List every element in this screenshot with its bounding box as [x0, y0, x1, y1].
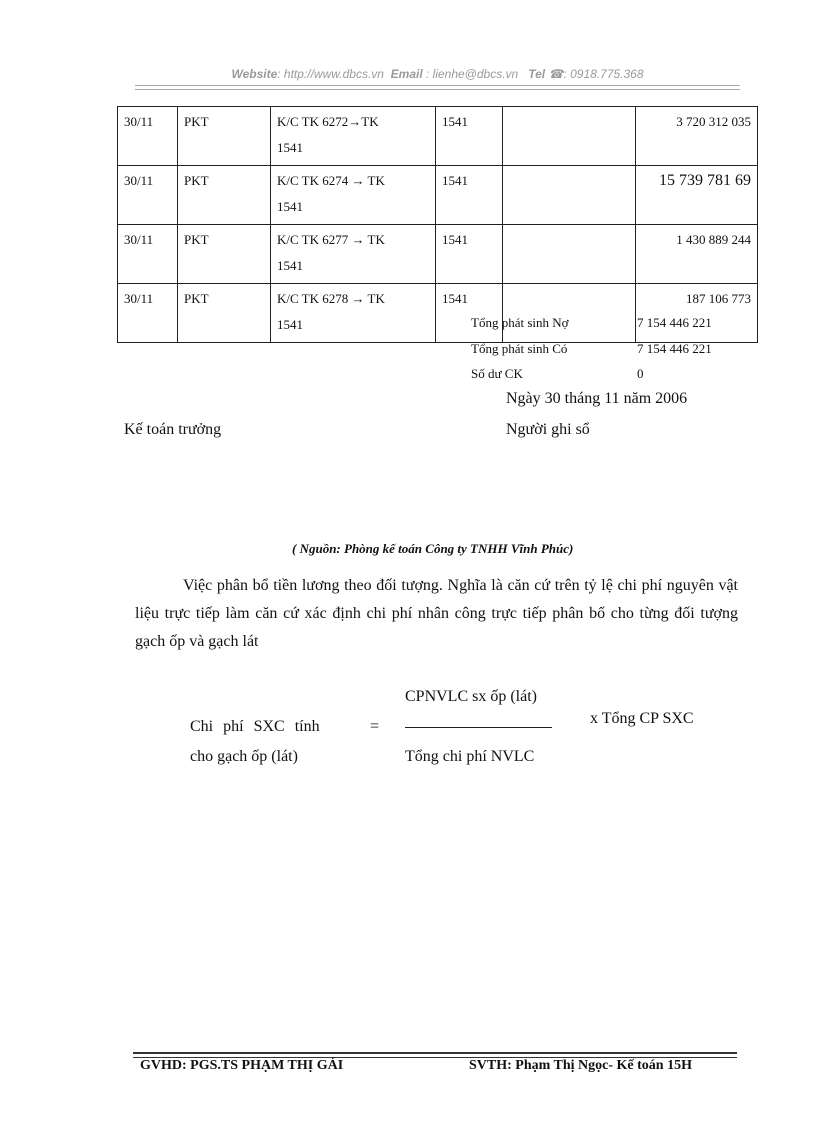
description-line: K/C TK 6278 → TK: [277, 291, 385, 306]
formula-equals: =: [370, 718, 380, 735]
formula-multiplier: x Tổng CP SXC: [590, 710, 694, 727]
doc-cell: PKT: [178, 107, 271, 166]
doc-cell: PKT: [178, 225, 271, 284]
website-label: Website: [231, 67, 278, 81]
ending-balance-value: 0: [637, 366, 644, 381]
email-label: Email: [390, 67, 423, 81]
footer-advisor: GVHD: PGS.TS PHẠM THỊ GÁI: [140, 1058, 344, 1073]
blank-cell: [503, 166, 636, 225]
table-row: [118, 166, 758, 225]
total-debit-label: Tổng phát sinh Nợ: [471, 315, 569, 330]
tel-value: : 0918.775.368: [563, 67, 644, 81]
table-row: [118, 284, 758, 343]
amount-cell: 1 430 889 244: [636, 225, 758, 284]
header-divider: [135, 85, 740, 90]
tel-label: Tel: [528, 67, 546, 81]
amount-cell: 15 739 781 69: [636, 166, 758, 225]
ledger-table: [117, 106, 758, 343]
description-line: K/C TK 6272→TK: [277, 114, 379, 129]
description-line: 1541: [277, 140, 303, 155]
total-debit-value: 7 154 446 221: [637, 315, 712, 330]
ending-balance-label: Số dư CK: [471, 366, 523, 381]
footer-student: SVTH: Phạm Thị Ngọc- Kế toán 15H: [469, 1058, 692, 1073]
date-cell: 30/11: [118, 107, 178, 166]
account-cell: 1541: [436, 284, 503, 343]
description-line: K/C TK 6274 → TK: [277, 173, 385, 188]
doc-cell: PKT: [178, 166, 271, 225]
total-credit-label: Tổng phát sinh Có: [471, 341, 568, 356]
source-note: ( Nguồn: Phòng kế toán Công ty TNHH Vĩnh Phúc): [292, 541, 574, 556]
formula-numerator: CPNVLC sx ốp (lát): [405, 688, 537, 705]
doc-cell: PKT: [178, 284, 271, 343]
website-value: : http://www.dbcs.vn: [277, 67, 384, 81]
chief-accountant-label: Kế toán trưởng: [124, 421, 222, 438]
blank-cell: [503, 225, 636, 284]
formula-lhs-line1: Chi phí SXC tính: [190, 718, 320, 735]
date-cell: 30/11: [118, 284, 178, 343]
body-paragraph: Việc phân bổ tiền lương theo đối tượng. Nghĩa là căn cứ trên tỷ lệ chi phí nguyên vật liệu trực tiếp làm căn cứ xác định chi phí nhân công trực tiếp phân bổ cho từng đối tượng gạch ốp và gạch lát: [135, 577, 738, 650]
fraction-bar: [405, 727, 552, 728]
description-cell: [271, 107, 436, 166]
date-cell: 30/11: [118, 166, 178, 225]
amount-cell: 3 720 312 035: [636, 107, 758, 166]
formula-denominator: Tổng chi phí NVLC: [405, 748, 535, 765]
description-line: 1541: [277, 199, 303, 214]
account-cell: 1541: [436, 166, 503, 225]
blank-cell: [503, 284, 636, 343]
recorder-label: Người ghi sổ: [506, 421, 590, 438]
page-header: [135, 66, 740, 82]
blank-cell: [503, 107, 636, 166]
amount-cell: 187 106 773: [636, 284, 758, 343]
phone-icon: ☎: [548, 67, 564, 81]
signature-date: Ngày 30 tháng 11 năm 2006: [506, 390, 688, 407]
date-cell: 30/11: [118, 225, 178, 284]
account-cell: 1541: [436, 107, 503, 166]
formula-lhs-line2: cho gạch ốp (lát): [190, 748, 298, 765]
description-cell: [271, 225, 436, 284]
description-line: 1541: [277, 317, 303, 332]
email-value: : lienhe@dbcs.vn: [422, 67, 519, 81]
account-cell: 1541: [436, 225, 503, 284]
table-row: [118, 225, 758, 284]
total-credit-value: 7 154 446 221: [637, 341, 712, 356]
description-cell: [271, 166, 436, 225]
description-line: K/C TK 6277 → TK: [277, 232, 385, 247]
description-cell: [271, 284, 436, 343]
table-row: [118, 107, 758, 166]
description-line: 1541: [277, 258, 303, 273]
